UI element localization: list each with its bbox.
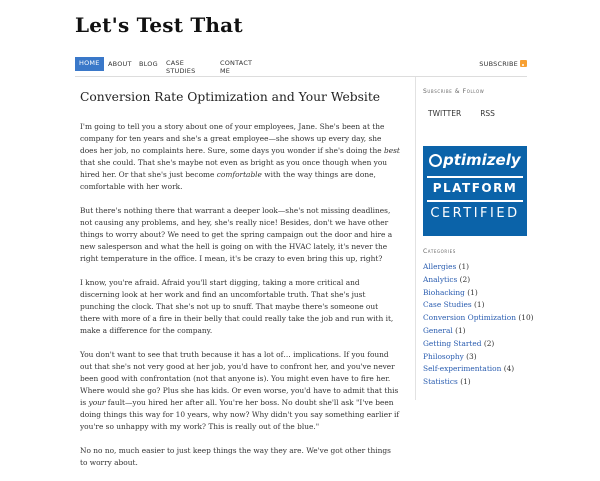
category-link[interactable]: Biohacking: [423, 287, 465, 297]
category-item: [423, 338, 553, 351]
site-title[interactable]: Let's Test That: [75, 13, 243, 37]
sidebar-divider: [415, 77, 416, 400]
post-paragraph: No no no, much easier to just keep things the way they are. We've got other things to worry about.: [80, 446, 391, 467]
main-nav: [75, 57, 527, 77]
rss-link[interactable]: RSS: [480, 109, 495, 118]
category-item: [423, 376, 553, 389]
badge-certified: CERTIFIED: [430, 206, 520, 221]
category-link[interactable]: General: [423, 325, 453, 335]
optimizely-o-icon: [429, 154, 442, 167]
category-link[interactable]: Statistics: [423, 377, 458, 387]
category-count: (4): [501, 364, 515, 374]
category-count: (1): [471, 300, 485, 310]
category-item: [423, 325, 553, 338]
category-link[interactable]: Analytics: [423, 274, 458, 284]
badge-rule: [427, 176, 523, 178]
header-divider: [75, 76, 527, 77]
category-link[interactable]: Self-experimentation: [423, 364, 502, 374]
category-item: [423, 312, 553, 325]
category-list: [423, 261, 553, 389]
category-item: [423, 351, 553, 364]
category-count: (2): [481, 338, 495, 348]
nav-about[interactable]: ABOUT: [108, 60, 132, 68]
post-paragraph: But there's nothing there that warrant a deeper look—she's not missing deadlines, not causing any problems, and hey, she's really nice! Besides, don't we have other things to worry about? We need to get the spring campaign out the door and hire a new salesperson and what the hell is going on with the HVAC lately, it's never the right temperature in the office. I mean, it's be crazy to even bring this up, right?: [80, 206, 393, 263]
nav-contact-me[interactable]: CONTACT ME: [220, 59, 253, 75]
post-paragraph: I know, you're afraid. Afraid you'll start digging, taking a more critical and discerning look at her work and find an uncomfortable truth. That she's just punching the clock. That she's not up to snuff. That maybe there's someone out there with more of a fire in their belly that could really take the job and run with it, make a difference for the company.: [80, 278, 394, 335]
category-item: [423, 299, 553, 312]
category-link[interactable]: Philosophy: [423, 351, 464, 361]
optimizely-badge[interactable]: [423, 146, 527, 236]
post-title[interactable]: Conversion Rate Optimization and Your Website: [80, 90, 381, 104]
category-link[interactable]: Getting Started: [423, 338, 482, 348]
category-count: (1): [456, 262, 470, 271]
nav-home[interactable]: HOME: [75, 57, 104, 71]
category-count: (10): [516, 313, 534, 323]
category-item: [423, 287, 553, 300]
subscribe-link[interactable]: [479, 60, 527, 68]
optimizely-logo: [429, 151, 521, 169]
badge-rule: [427, 200, 523, 202]
category-item: [423, 261, 553, 274]
optimizely-logo-text: ptimizely: [443, 151, 521, 169]
category-count: (1): [464, 287, 478, 297]
categories-widget: [423, 248, 553, 389]
follow-links: [423, 109, 533, 118]
category-item: [423, 274, 553, 287]
category-link[interactable]: Case Studies: [423, 300, 472, 310]
badge-platform: PLATFORM: [432, 181, 518, 195]
twitter-link[interactable]: TWITTER: [428, 109, 462, 118]
category-count: (3): [463, 351, 477, 361]
category-count: (2): [457, 274, 471, 284]
nav-case-studies[interactable]: CASE STUDIES: [166, 59, 196, 75]
follow-heading: Subscribe & Follow: [423, 88, 485, 95]
category-item: [423, 363, 553, 376]
categories-heading: Categories: [423, 248, 456, 255]
category-count: (1): [452, 325, 466, 335]
sidebar: [423, 88, 534, 387]
post-paragraph: I'm going to tell you a story about one of your employees, Jane. She's been at the company for ten years and she's a great employee—she shows up every day, she does her job, no complaints here. Sure, some days you wonder if she's doing the best that she could. That she's maybe not even as bright as you once though when you hired her. Or that she's just become comfortable with the way things are done, comfortable with her work.: [80, 122, 400, 191]
category-count: (1): [457, 377, 471, 387]
post-paragraph: You don't want to see that truth because it has a lot of… implications. If you found out that she's not very good at her job, you'd have to confront her, and you've never been good with confrontation (not that anyone is). You might even have to fire her. Where would she go? Plus she has kids. Or even worse, you'd have to admit that this is your fault—you hired her after all. You're her boss. No doubt she'll ask "I've been doing things this way for 10 years, why now? Why didn't you say something earlier if you're so unhappy with my work? This is really out of the blue.": [80, 350, 400, 431]
rss-icon: [520, 60, 527, 67]
category-link[interactable]: Allergies: [423, 262, 457, 271]
nav-blog[interactable]: BLOG: [139, 60, 158, 68]
category-link[interactable]: Conversion Optimization: [423, 313, 517, 323]
subscribe-label: SUBSCRIBE: [479, 60, 518, 68]
main-content: [80, 90, 400, 481]
